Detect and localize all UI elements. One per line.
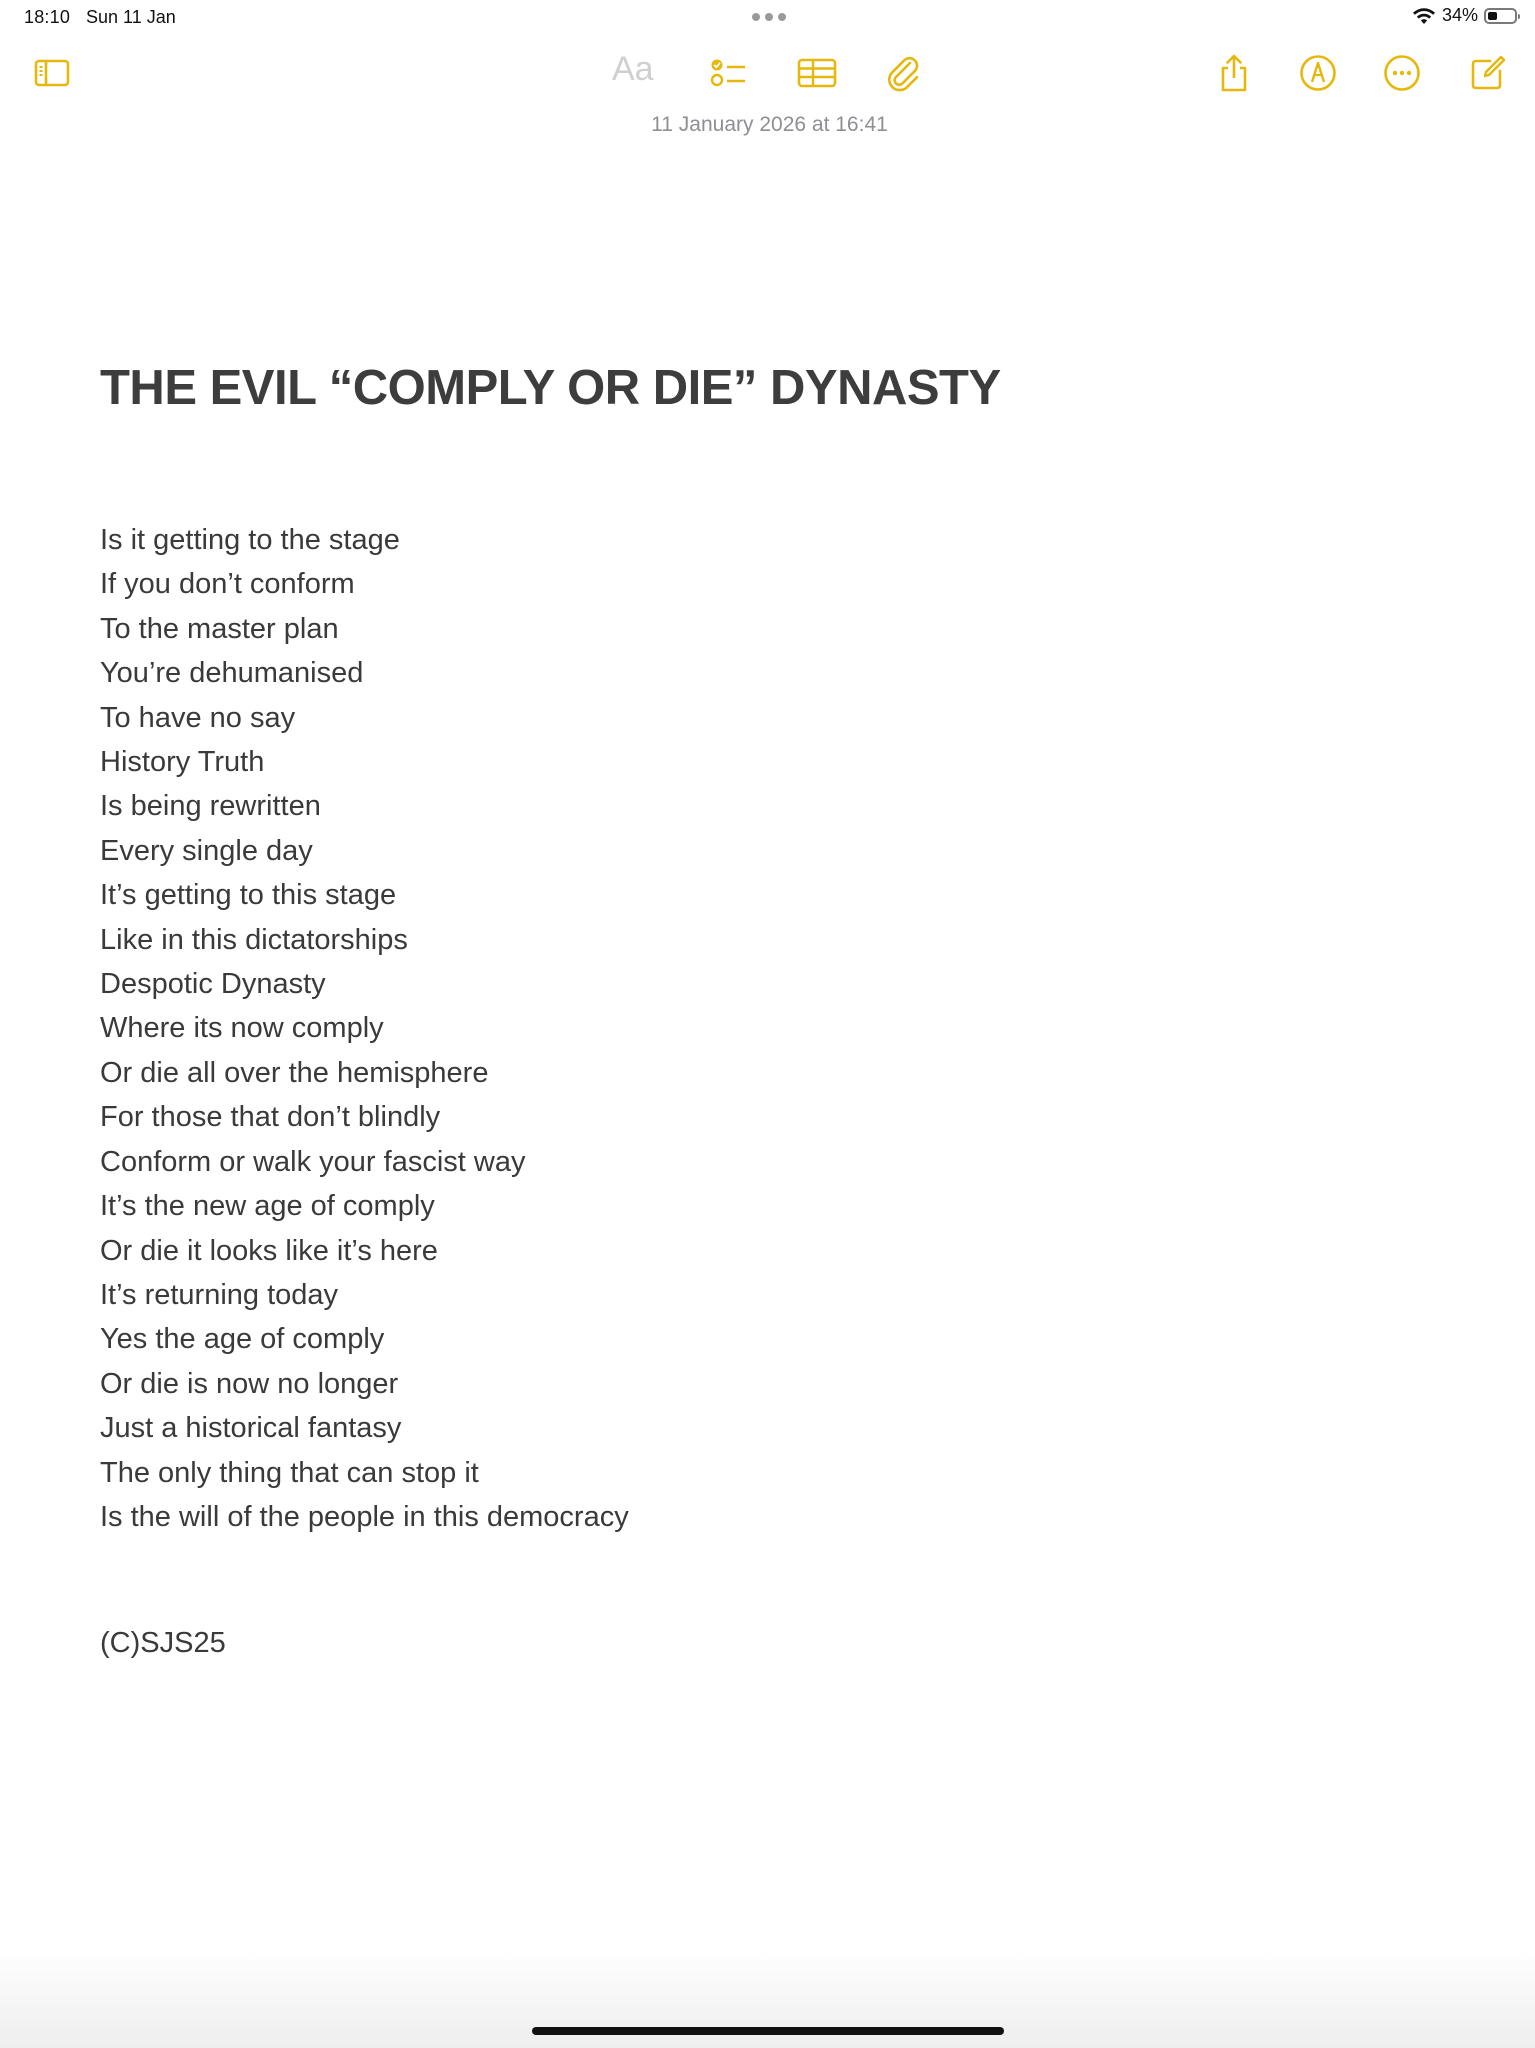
battery-icon: [1484, 8, 1517, 24]
note-line[interactable]: Conform or walk your fascist way: [100, 1145, 526, 1178]
note-line[interactable]: Is the will of the people in this democracy: [100, 1500, 629, 1533]
note-line[interactable]: History Truth: [100, 746, 265, 779]
battery-percentage: 34%: [1441, 5, 1478, 25]
share-button[interactable]: [1212, 51, 1256, 95]
share-icon: [1214, 53, 1254, 93]
note-line[interactable]: Yes the age of comply: [100, 1323, 385, 1356]
note-line[interactable]: The only thing that can stop it: [100, 1456, 479, 1489]
checklist-button[interactable]: [706, 51, 750, 95]
note-line[interactable]: Is being rewritten: [100, 790, 321, 823]
table-icon: [797, 53, 837, 93]
new-note-button[interactable]: [1466, 51, 1510, 95]
attachment-button[interactable]: [882, 51, 926, 95]
note-line[interactable]: It’s getting to this stage: [100, 879, 397, 912]
note-line[interactable]: It’s the new age of comply: [100, 1190, 435, 1223]
more-options-button[interactable]: [1380, 51, 1424, 95]
sidebar-toggle-button[interactable]: [30, 51, 74, 95]
note-line[interactable]: To have no say: [100, 701, 296, 734]
note-body[interactable]: [100, 518, 629, 1539]
home-indicator[interactable]: [532, 2027, 1004, 2035]
compose-icon: [1468, 53, 1508, 93]
note-line[interactable]: Every single day: [100, 834, 313, 867]
note-line[interactable]: Or die it looks like it’s here: [100, 1234, 438, 1267]
more-icon: [1382, 53, 1422, 93]
battery-level: [1488, 12, 1497, 20]
status-right: [1412, 5, 1517, 26]
table-button[interactable]: [795, 51, 839, 95]
note-line[interactable]: Where its now comply: [100, 1012, 384, 1045]
markup-icon: [1298, 53, 1338, 93]
note-line[interactable]: Or die all over the hemisphere: [100, 1056, 489, 1089]
status-time: 18:10: [24, 7, 71, 27]
checklist-icon: [708, 53, 748, 93]
text-format-button[interactable]: Aa: [612, 50, 654, 88]
paperclip-icon: [884, 53, 924, 93]
status-date: Sun 11 Jan: [86, 7, 176, 27]
wifi-icon: [1412, 7, 1436, 25]
note-line[interactable]: Just a historical fantasy: [100, 1412, 402, 1445]
note-line[interactable]: Despotic Dynasty: [100, 968, 326, 1001]
note-line[interactable]: It’s returning today: [100, 1278, 339, 1311]
note-timestamp: 11 January 2026 at 16:41: [651, 113, 888, 136]
sidebar-icon: [32, 53, 72, 93]
note-title[interactable]: THE EVIL “COMPLY OR DIE” DYNASTY: [100, 361, 1001, 415]
note-signature[interactable]: (C)SJS25: [100, 1627, 226, 1659]
multitasking-dots-icon[interactable]: [752, 13, 786, 21]
note-line[interactable]: Like in this dictatorships: [100, 923, 408, 956]
note-line[interactable]: For those that don’t blindly: [100, 1101, 441, 1134]
note-line[interactable]: If you don’t conform: [100, 568, 355, 601]
note-line[interactable]: Or die is now no longer: [100, 1367, 399, 1400]
markup-button[interactable]: [1296, 51, 1340, 95]
note-line[interactable]: To the master plan: [100, 612, 339, 645]
note-line[interactable]: Is it getting to the stage: [100, 524, 400, 556]
note-line[interactable]: You’re dehumanised: [100, 657, 364, 690]
